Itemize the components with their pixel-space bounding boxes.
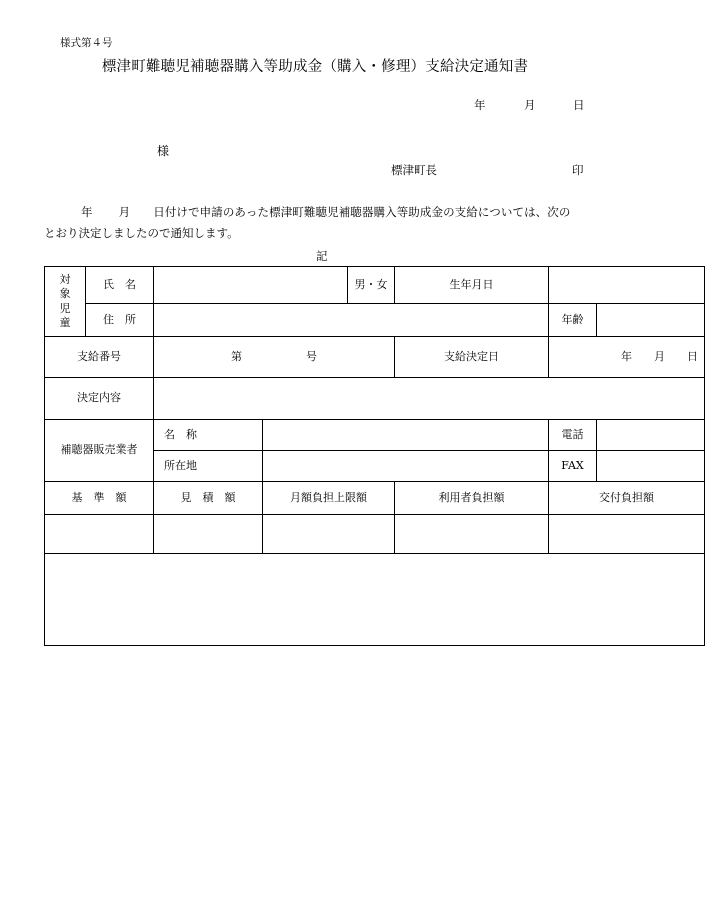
form-number: 様式第４号 [60,37,113,49]
body-line-1 [44,204,570,220]
decision-content-field[interactable] [154,378,705,420]
estimate-amount-header: 見 積 額 [154,482,263,515]
subject-child-label: 対 象 児 童 [45,267,86,337]
notification-table [44,266,705,646]
user-burden-header: 利用者負担額 [395,482,549,515]
seal-mark: 印 [572,163,584,177]
standard-amount-header: 基 準 額 [45,482,154,515]
decision-day: 日 [687,349,699,363]
user-burden-field[interactable] [395,515,549,554]
vendor-location-field[interactable] [263,451,549,482]
address-label: 住 所 [86,304,154,337]
issuer: 標津町長 [391,163,437,177]
vendor-location-label: 所在地 [154,451,263,482]
vendor-fax-field[interactable] [597,451,705,482]
monthly-cap-field[interactable] [263,515,395,554]
payment-number-prefix: 第 [231,349,242,363]
document-title: 標津町難聴児補聴器購入等助成金（購入・修理）支給決定通知書 [101,59,529,75]
birthdate-field[interactable] [549,267,705,304]
decision-content-label: 決定内容 [45,378,154,420]
body-month: 月 [118,205,131,219]
standard-amount-field[interactable] [45,515,154,554]
gender-label: 男・女 [348,267,395,304]
decision-month: 月 [654,349,666,363]
decision-date-field[interactable] [549,337,705,378]
decision-year: 年 [621,349,633,363]
grant-burden-header: 交付負担額 [549,482,705,515]
body-text: 日付けで申請のあった標津町難聴児補聴器購入等助成金の支給については、次の [153,205,571,219]
ki-heading: 記 [316,249,328,263]
grant-burden-field[interactable] [549,515,705,554]
remarks-area[interactable] [45,554,705,646]
vendor-phone-label: 電話 [549,420,597,451]
vendor-label: 補聴器販売業者 [45,420,154,482]
age-field[interactable] [597,304,705,337]
payment-number-field[interactable] [154,337,395,378]
birthdate-label: 生年月日 [395,267,549,304]
estimate-amount-field[interactable] [154,515,263,554]
body-line-2: とおり決定しましたので通知します。 [44,226,239,240]
payment-number-label: 支給番号 [45,337,154,378]
vendor-fax-label: FAX [549,451,597,482]
name-field[interactable] [154,267,348,304]
date-year-label: 年 [474,98,486,112]
vendor-name-label: 名 称 [154,420,263,451]
body-year: 年 [81,205,93,219]
name-label: 氏 名 [86,267,154,304]
date-month-label: 月 [524,98,536,112]
payment-number-suffix: 号 [306,349,317,363]
vendor-phone-field[interactable] [597,420,705,451]
decision-date-label: 支給決定日 [395,337,549,378]
monthly-cap-header: 月額負担上限額 [263,482,395,515]
vendor-name-field[interactable] [263,420,549,451]
age-label: 年齢 [549,304,597,337]
date-day-label: 日 [573,98,585,112]
address-field[interactable] [154,304,549,337]
addressee-suffix: 様 [157,144,170,158]
